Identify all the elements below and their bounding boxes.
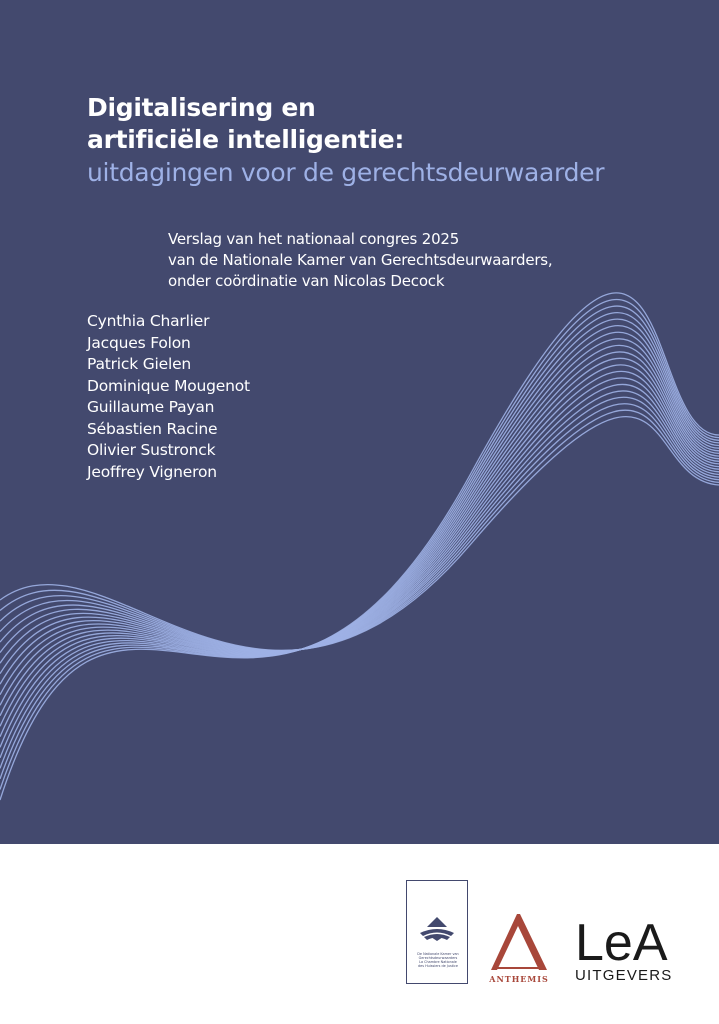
author-name: Cynthia Charlier: [87, 312, 210, 330]
author-name: Olivier Sustronck: [87, 441, 216, 459]
author-name: Jeoffrey Vigneron: [87, 462, 217, 481]
title-line-3: uitdagingen voor de gerechtsdeurwaarder: [87, 158, 605, 187]
subtitle-line-2: van de Nationale Kamer van Gerechtsdeurwaarders,: [168, 251, 553, 269]
anthemis-logo-text: ANTHEMIS: [489, 974, 549, 984]
author-list: [87, 311, 250, 483]
uitgevers-logo-text: UITGEVERS: [575, 967, 673, 984]
title-line-2: artificiële intelligentie:: [87, 125, 405, 154]
title-line-1: Digitalisering en: [87, 93, 316, 122]
subtitle-line-1: Verslag van het nationaal congres 2025: [168, 230, 460, 248]
chamber-emblem-icon: [407, 881, 467, 951]
author-name: Patrick Gielen: [87, 355, 192, 373]
chamber-logo-text: De Nationale Kamer van Gerechtsdeurwaarders La Chambre Nationale des Huissiers de Justice: [417, 952, 459, 968]
author-name: Sébastien Racine: [87, 419, 218, 438]
lea-logo-text: LeA: [575, 914, 668, 972]
chamber-logo: [406, 880, 468, 984]
lea-uitgevers-logo: [573, 915, 693, 990]
author-name: Jacques Folon: [87, 333, 191, 352]
author-name: Guillaume Payan: [87, 398, 215, 416]
subtitle: [168, 229, 553, 292]
anthemis-a-icon: [487, 912, 551, 972]
subtitle-line-3: onder coördinatie van Nicolas Decock: [168, 272, 445, 290]
book-title: [87, 92, 604, 189]
author-name: Dominique Mougenot: [87, 376, 250, 395]
anthemis-logo: [487, 912, 551, 988]
